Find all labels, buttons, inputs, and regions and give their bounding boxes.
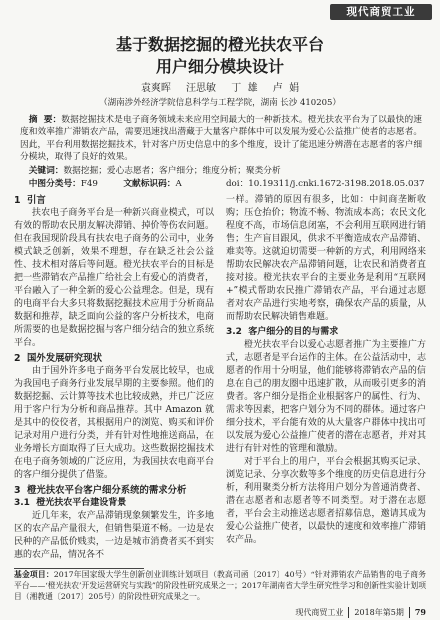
clc-number <box>29 179 98 189</box>
doi-label: doi： <box>226 179 249 189</box>
keywords <box>20 165 422 178</box>
keywords-text: 数据挖掘；爱心志愿者；客户细分；维度分析；聚类分析 <box>63 166 281 176</box>
paragraph: 近几年来，农产品滞销现象频繁发生，许多地区的农产品产量很大，但销售渠道不畅。一边是农民种的产品低价贱卖，一边是城市消费者买不到实惠的农产品，情况各不 <box>14 511 214 560</box>
title-line-2: 用户细分模块设计 <box>155 57 284 76</box>
journal-logo: 现代商贸工业 <box>330 4 432 20</box>
doi <box>226 178 425 190</box>
section-heading-2: 2 国外发展研究现状 <box>14 353 103 364</box>
subsection-heading-3-1: 3.1 橙光扶农平台建设背景 <box>14 498 127 508</box>
abstract-text: 数据挖掘技术是电子商务领域未来应用空间最大的一种新技术。橙光扶农平台为了以最快的速度和效率推广滞销农产品，需要迅速找出潜藏于大量客户群体中可以发展为爱心公益推广使者的志愿者。因此，平台利用数据挖掘技术，针对客户历史信息中的多个维度，设计了能迅速分辨潜在志愿者的客户细分模块，取得了良好的效果。 <box>20 115 422 163</box>
abstract-label: 摘 要： <box>28 115 62 125</box>
subsection-heading-3-2: 3.2 客户细分的目的与需求 <box>226 327 339 337</box>
document-code-label: 文献标识码： <box>123 179 176 189</box>
body-column-left <box>14 194 214 566</box>
footnote-text: 2017年国家级大学生创新创业训练计划项目（教高司函〔2017〕40号）“针对滞销农产品销售的电子商务平台——‘橙光扶农’开发运营研究与实践”的阶段性研究成果之一；2017年湖南省大学生研究性学习和创新性实验计划项目（湘教通〔2017〕205号）的阶段性研究成果之一。 <box>14 570 426 601</box>
footer-issue: 2018年第5期 <box>348 607 408 618</box>
author-list <box>0 82 440 96</box>
author-name: 袁爽晖 <box>140 83 171 94</box>
paragraph-continued: 一样。滞销的原因有很多，比如：中间商垄断收购；压仓抬价；物流不畅、物流成本高；农民文化程度不高，市场信息闭塞，不会利用互联网进行销售；生产盲目跟风，供求不平衡造成农产品滞销、难卖等。这就迫切需要一种新的方式，利用网络来帮助农民解决农产品滞销问题，让农民和消费者直接对接。橙光扶农平台的主要业务是利用“互联网+”模式帮助农民推广滞销农产品，平台通过志愿者对农产品进行实地考察，确保农产品的质量，从而帮助农民解决销售难题。 <box>226 195 426 322</box>
footnote-rule <box>14 568 144 569</box>
author-name: 汪思敏 <box>186 83 217 94</box>
section-heading-1: 1 引言 <box>14 195 46 206</box>
page-footer <box>290 607 426 618</box>
section-heading-3: 3 橙光扶农平台客户细分系统的需求分析 <box>14 485 187 496</box>
clc-value: F49 <box>80 179 98 189</box>
footnote-label: 基金项目： <box>14 570 54 579</box>
keywords-label: 关键词： <box>28 166 64 176</box>
abstract <box>20 114 422 164</box>
funding-footnote <box>14 570 426 603</box>
author-name: 卢 娟 <box>272 83 300 94</box>
paragraph: 橙光扶农平台以爱心志愿者推广为主要推广方式，志愿者是平台运作的主体。在公益活动中，志愿者的作用十分明显，他们能够将滞销农产品的信息在自己的朋友圈中迅速扩散，从而吸引更多的消费者。客户细分是指企业根据客户的属性、行为、需求等因素，把客户划分为不同的群体。通过客户细分技术，平台能有效的从大量客户群体中找出可以发展为爱心公益推广使者的潜在志愿者，并对其进行有针对性的管理和激励。 <box>226 340 426 454</box>
footer-journal: 现代商贸工业 <box>295 608 344 617</box>
author-affiliation: （湖南涉外经济学院信息科学与工程学院，湖南 长沙 410205） <box>99 98 341 108</box>
clc-label: 中图分类号： <box>28 179 81 189</box>
paragraph: 扶农电子商务平台是一种新兴商业模式，可以有效的帮助农民朋友解决滞销、掉价等伤农问题。但在我国现阶段具有扶农电子商务的公司中，业务模式缺乏创新，效果不理想，存在缺乏社会公益性、技术相对落后等问题。橙光扶农平台的目标是把一些滞销农产品推广给社会上有爱心的消费者，平台融入了一种全新的爱心公益理念。但是，现有的电商平台大多只将数据挖掘技术应用于分析商品数据和推荐，缺乏面向公益的客户分析技术，电商所需要的也是数据挖掘与客户细分结合的独立系统平台。 <box>14 208 214 348</box>
paragraph: 对于平台上的用户，平台会根据其购买记录、浏览记录、分享次数等多个维度的历史信息进行分析，利用聚类分析方法将用户划分为普通消费者、潜在志愿者和志愿者等不同类型。对于潜在志愿者，平台会主动推送志愿者招募信息，邀请其成为爱心公益推广使者，以最快的速度和效率推广滞销农产品。 <box>226 457 426 545</box>
doi-value: 10.19311/j.cnki.1672-3198.2018.05.037 <box>248 179 425 189</box>
document-code-value: A <box>175 179 182 189</box>
document-code <box>123 179 181 189</box>
author-name: 丁 雄 <box>231 83 258 94</box>
paper-title <box>0 34 440 78</box>
body-column-right <box>226 194 426 566</box>
page-number: 79 <box>409 607 426 618</box>
classification-row <box>20 178 425 191</box>
title-line-1: 基于数据挖掘的橙光扶农平台 <box>115 35 324 54</box>
paragraph: 由于国外许多电子商务平台发展比较早，也成为我国电子商务行业发展早期的主要参照。他们的数据挖掘、云计算等技术也比较成熟，并已广泛应用于客户行为分析和商品推荐。其中 Amazon 就是其中的佼佼者，其根据用户的浏览、购买和评价记录对用户进行分类，并有针对性地推送商品，在业务增长方面取得了巨大成功。这些数据挖掘技术在电子商务领域的广泛应用，为我国扶农电商平台的客户细分提供了借鉴。 <box>14 366 214 480</box>
